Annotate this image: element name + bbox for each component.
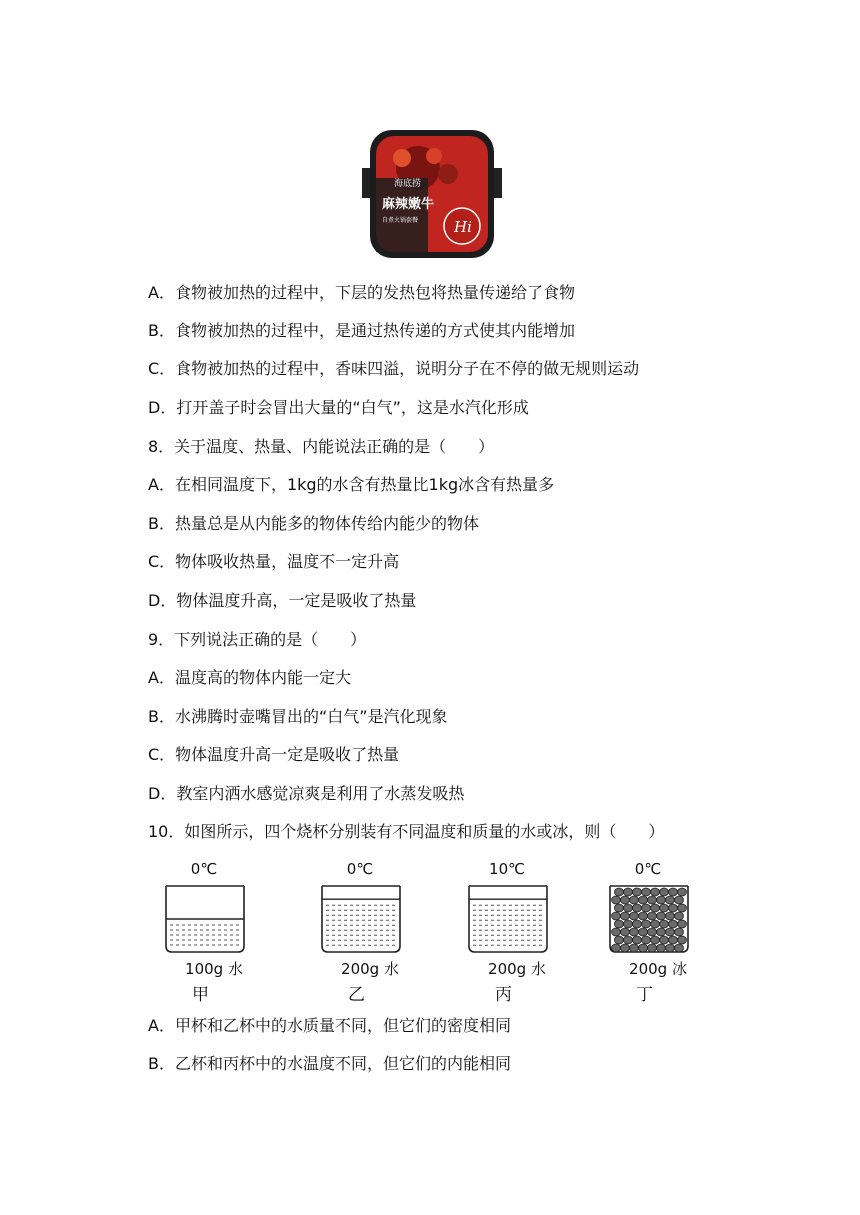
- q7-option-a: A．食物被加热的过程中，下层的发热包将热量传递给了食物: [148, 283, 575, 302]
- ice-chunk: [612, 896, 621, 904]
- ice-chunk: [678, 888, 687, 896]
- q7-option-d: D．打开盖子时会冒出大量的“白气”，这是水汽化形成: [148, 398, 529, 417]
- ice-chunk: [615, 888, 624, 896]
- ice-chunk: [642, 888, 651, 896]
- ice-chunk: [624, 936, 633, 944]
- q7-option-c: C．食物被加热的过程中，香味四溢，说明分子在不停的做无规则运动: [148, 359, 640, 378]
- ice-chunk: [621, 896, 630, 904]
- ice-chunk: [633, 936, 642, 944]
- product-figure: [358, 128, 506, 260]
- hotpot-box-image: [358, 128, 506, 260]
- beaker-drawing: [608, 884, 692, 956]
- brand-text: 海底捞: [394, 179, 422, 189]
- q10-option-a: A．甲杯和乙杯中的水质量不同，但它们的密度相同: [148, 1016, 511, 1035]
- beaker-label: 乙: [348, 985, 365, 1005]
- ice-chunk: [630, 896, 639, 904]
- ice-chunk: [675, 928, 684, 936]
- q8-stem: 8．关于温度、热量、内能说法正确的是（ ）: [148, 437, 495, 456]
- beaker-mass: 200g 水: [488, 960, 546, 978]
- ice-chunk: [660, 920, 669, 928]
- ice-chunk: [642, 904, 651, 912]
- beaker-outline: [469, 886, 547, 952]
- ice-chunk: [639, 928, 648, 936]
- ice-chunk: [651, 888, 660, 896]
- ice-chunk: [678, 936, 687, 944]
- ice-chunk: [675, 912, 684, 920]
- beaker-drawing: [320, 884, 404, 956]
- q8-option-c: C．物体吸收热量，温度不一定升高: [148, 552, 400, 571]
- ice-chunk: [642, 936, 651, 944]
- q9-stem: 9．下列说法正确的是（ ）: [148, 630, 367, 649]
- ice-chunk: [633, 904, 642, 912]
- ice-chunk: [615, 936, 624, 944]
- ice-chunk: [621, 944, 630, 952]
- ice-chunk: [633, 920, 642, 928]
- ice-chunk: [666, 896, 675, 904]
- q9-option-c: C．物体温度升高一定是吸收了热量: [148, 745, 400, 764]
- beaker-outline: [322, 886, 400, 952]
- ice-chunk: [657, 896, 666, 904]
- ice-chunk: [615, 904, 624, 912]
- product-sub-text: 自煮火锅套餐: [382, 217, 419, 224]
- ice-chunk: [624, 888, 633, 896]
- ice-chunk: [621, 912, 630, 920]
- ice-chunk: [624, 920, 633, 928]
- ice-chunk: [639, 944, 648, 952]
- q8-option-d: D．物体温度升高，一定是吸收了热量: [148, 591, 417, 610]
- logo-text: Hi: [454, 218, 472, 236]
- beaker-label: 丁: [636, 985, 653, 1005]
- ice-chunk: [648, 912, 657, 920]
- ice-chunk: [612, 944, 621, 952]
- ice-chunk: [642, 920, 651, 928]
- beaker-temp: 0℃: [634, 860, 662, 878]
- ice-chunk: [678, 920, 687, 928]
- ice-chunk: [648, 928, 657, 936]
- beaker-label: 丙: [495, 985, 512, 1005]
- ice-chunk: [630, 944, 639, 952]
- ice-chunk: [660, 936, 669, 944]
- ice-chunk: [648, 896, 657, 904]
- ice-chunk: [669, 920, 678, 928]
- ice-chunk: [675, 896, 684, 904]
- beaker-label: 甲: [192, 985, 209, 1005]
- ice-chunk: [630, 928, 639, 936]
- q8-option-b: B．热量总是从内能多的物体传给内能少的物体: [148, 514, 479, 533]
- beaker-yi: [320, 858, 440, 1003]
- ice-chunk: [666, 912, 675, 920]
- ice-chunk: [657, 944, 666, 952]
- product-name-text: 麻辣嫩牛: [382, 197, 435, 212]
- q8-option-a: A．在相同温度下，1kg的水含有热量比1kg冰含有热量多: [148, 475, 555, 494]
- ice-chunk: [651, 920, 660, 928]
- q9-option-b: B．水沸腾时壶嘴冒出的“白气”是汽化现象: [148, 707, 448, 726]
- ice-chunk: [639, 896, 648, 904]
- ice-chunk: [612, 928, 621, 936]
- ice-chunk: [666, 928, 675, 936]
- ice-chunk: [630, 912, 639, 920]
- ice-chunk: [660, 904, 669, 912]
- ice-chunk: [648, 944, 657, 952]
- ice-chunk: [669, 936, 678, 944]
- ice-chunk: [612, 912, 621, 920]
- ice-chunk: [615, 920, 624, 928]
- ice-chunk: [669, 904, 678, 912]
- q10-option-b: B．乙杯和丙杯中的水温度不同，但它们的内能相同: [148, 1054, 511, 1073]
- ice-chunk: [657, 928, 666, 936]
- beaker-mass: 100g 水: [185, 960, 243, 978]
- q9-option-a: A．温度高的物体内能一定大: [148, 668, 351, 687]
- beaker-mass: 200g 冰: [629, 960, 687, 978]
- beaker-ding: [608, 858, 728, 1003]
- ice-chunk: [675, 944, 684, 952]
- ice-chunk: [651, 904, 660, 912]
- ice-chunk: [651, 936, 660, 944]
- ice-chunk: [660, 888, 669, 896]
- beaker-temp: 0℃: [346, 860, 374, 878]
- ice-chunk: [624, 904, 633, 912]
- beaker-temp: 0℃: [190, 860, 218, 878]
- beaker-temp: 10℃: [489, 860, 525, 878]
- beaker-jia: [164, 858, 284, 1003]
- beaker-mass: 200g 水: [341, 960, 399, 978]
- ice-chunk: [657, 912, 666, 920]
- q9-option-d: D．教室内洒水感觉凉爽是利用了水蒸发吸热: [148, 784, 465, 803]
- beaker-drawing: [467, 884, 551, 956]
- beaker-bing: [467, 858, 587, 1003]
- ice-chunk: [633, 888, 642, 896]
- q10-stem: 10．如图所示，四个烧杯分别装有不同温度和质量的水或冰，则（ ）: [148, 822, 665, 841]
- q7-option-b: B．食物被加热的过程中，是通过热传递的方式使其内能增加: [148, 321, 575, 340]
- ice-chunk: [639, 912, 648, 920]
- ice-chunk: [621, 928, 630, 936]
- ice-chunk: [666, 944, 675, 952]
- ice-chunk: [669, 888, 678, 896]
- beaker-drawing: [164, 884, 248, 956]
- ice-chunk: [678, 904, 687, 912]
